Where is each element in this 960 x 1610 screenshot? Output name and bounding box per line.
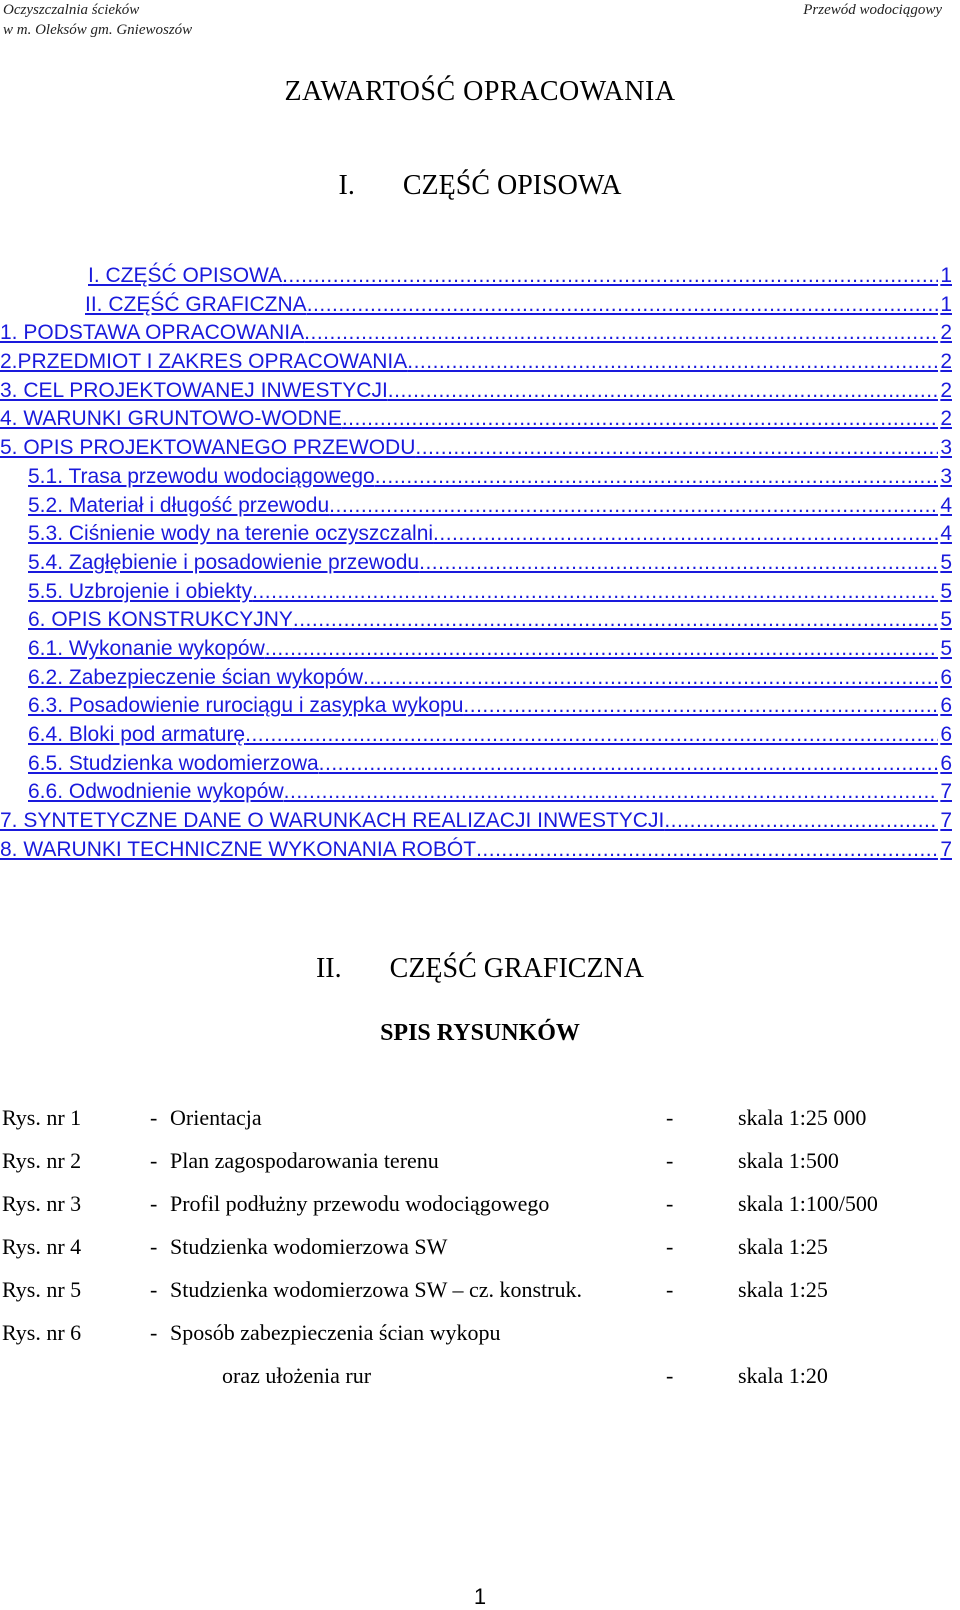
header-project-name: Oczyszczalnia ścieków [3, 2, 140, 18]
toc-leader-dots [476, 836, 938, 865]
toc-link-part-ii[interactable] [0, 291, 952, 320]
toc-entry-text: 4. WARUNKI GRUNTOWO-WODNE [0, 407, 342, 431]
toc-entry-text: I. CZĘŚĆ OPISOWA [88, 264, 283, 287]
separator-dash: - [150, 1234, 158, 1259]
toc-link-6-6[interactable] [0, 778, 952, 807]
toc-entry-text: 5.4. Zagłębienie i posadowienie przewodu [28, 550, 420, 574]
toc-link-6-1[interactable] [0, 635, 952, 664]
toc-link-5-2[interactable] [0, 492, 952, 521]
toc-leader-dots [329, 492, 938, 521]
toc-link-6-3[interactable] [0, 692, 952, 721]
toc-leader-dots [319, 750, 939, 779]
separator-dash: - [150, 1277, 158, 1302]
separator-dash: - [666, 1363, 674, 1388]
drawing-number: Rys. nr 5 [2, 1277, 82, 1302]
section-heading-graphical [0, 953, 960, 985]
separator-dash: - [666, 1105, 674, 1130]
toc-link-3[interactable] [0, 377, 952, 406]
drawing-number: Rys. nr 2 [2, 1148, 82, 1173]
toc-page-number: 3 [940, 436, 952, 460]
drawing-row [0, 1275, 960, 1318]
separator-dash: - [666, 1277, 674, 1302]
toc-leader-dots [284, 778, 939, 807]
toc-leader-dots [415, 434, 938, 463]
toc-link-2[interactable] [0, 348, 952, 377]
drawing-number: Rys. nr 1 [2, 1105, 82, 1130]
toc-entry-text: 6.2. Zabezpieczenie ścian wykopów [28, 665, 364, 689]
toc-entry-text: 8. WARUNKI TECHNICZNE WYKONANIA ROBÓT [0, 837, 477, 861]
toc-leader-dots [252, 578, 938, 607]
toc-entry-text: II. CZĘŚĆ GRAFICZNA [85, 292, 307, 316]
toc-leader-dots [307, 291, 939, 320]
toc-entry-text: 5.3. Ciśnienie wody na terenie oczyszczalni [28, 522, 434, 546]
separator-dash: - [666, 1191, 674, 1216]
drawings-list-heading: SPIS RYSUNKÓW [380, 1020, 580, 1046]
toc-leader-dots [419, 549, 938, 578]
drawing-row [0, 1232, 960, 1275]
toc-leader-dots [407, 348, 938, 377]
toc-leader-dots [664, 807, 938, 836]
drawing-title: Studzienka wodomierzowa SW – cz. konstruk. [170, 1277, 583, 1302]
toc-link-5-1[interactable] [0, 463, 952, 492]
toc-entry-text: 5.2. Materiał i długość przewodu [28, 493, 330, 517]
toc-entry-text: 7. SYNTETYCZNE DANE O WARUNKACH REALIZACJI INWESTYCJI [0, 809, 665, 833]
toc-page-number: 6 [940, 751, 952, 775]
section-number: II. [315, 953, 342, 984]
toc-entry-text: 6.5. Studzienka wodomierzowa [28, 751, 319, 775]
toc-page-number: 2 [940, 321, 952, 345]
toc-entry-text: 6.4. Bloki pod armaturę [28, 723, 246, 746]
drawing-scale: skala 1:100/500 [738, 1191, 878, 1216]
toc-page-number: 4 [940, 493, 952, 517]
toc-link-6-4[interactable] [0, 721, 952, 750]
toc-link-5-4[interactable] [0, 549, 952, 578]
drawing-number: Rys. nr 3 [2, 1191, 82, 1216]
toc-leader-dots [265, 635, 939, 664]
section-title: CZĘŚĆ GRAFICZNA [389, 953, 645, 984]
drawing-row-continuation [0, 1361, 960, 1404]
header-left [3, 0, 192, 40]
drawing-row [0, 1318, 960, 1361]
document-title: ZAWARTOŚĆ OPRACOWANIA [284, 76, 676, 107]
drawing-title: Studzienka wodomierzowa SW [170, 1234, 448, 1259]
toc-page-number: 2 [940, 378, 952, 402]
toc-leader-dots [363, 664, 938, 693]
drawing-row [0, 1103, 960, 1146]
page-number: 1 [473, 1584, 487, 1609]
toc-entry-text: 3. CEL PROJEKTOWANEJ INWESTYCJI [0, 378, 388, 402]
drawing-row [0, 1146, 960, 1189]
section-number: I. [338, 170, 355, 201]
toc-page-number: 5 [940, 636, 952, 660]
header-document-type: Przewód wodociągowy [803, 2, 942, 18]
drawing-scale: skala 1:500 [738, 1148, 839, 1173]
toc-page-number: 1 [940, 264, 952, 287]
separator-dash: - [666, 1234, 674, 1259]
toc-link-7[interactable] [0, 807, 952, 836]
toc-entry-text: 5.1. Trasa przewodu wodociągowego [28, 464, 375, 488]
toc-page-number: 6 [940, 723, 952, 746]
drawing-number: Rys. nr 6 [2, 1320, 82, 1345]
toc-leader-dots [375, 463, 939, 492]
toc-leader-dots [342, 405, 938, 434]
drawing-title-continuation: oraz ułożenia rur [222, 1363, 372, 1388]
separator-dash: - [150, 1320, 158, 1345]
drawing-title: Sposób zabezpieczenia ścian wykopu [170, 1320, 501, 1345]
toc-page-number: 6 [940, 665, 952, 689]
toc-entry-text: 6.1. Wykonanie wykopów [28, 636, 265, 660]
toc-page-number: 5 [940, 608, 952, 632]
toc-entry-text: 5.5. Uzbrojenie i obiekty [28, 579, 253, 603]
toc-entry-text: 6. OPIS KONSTRUKCYJNY [28, 608, 293, 632]
drawing-scale: skala 1:20 [738, 1363, 828, 1388]
section-heading-descriptive [0, 170, 960, 202]
drawing-title: Profil podłużny przewodu wodociągowego [170, 1191, 550, 1216]
toc-page-number: 4 [940, 522, 952, 546]
toc-leader-dots [433, 520, 938, 549]
drawing-scale: skala 1:25 000 [738, 1105, 867, 1130]
section-title: CZĘŚĆ OPISOWA [402, 170, 622, 201]
drawing-scale: skala 1:25 [738, 1234, 828, 1259]
toc-link-6[interactable] [0, 606, 952, 635]
toc-link-4[interactable] [0, 405, 952, 434]
toc-page-number: 6 [940, 694, 952, 718]
toc-entry-text: 5. OPIS PROJEKTOWANEGO PRZEWODU [0, 436, 416, 460]
toc-leader-dots [293, 606, 938, 635]
toc-page-number: 2 [940, 350, 952, 374]
separator-dash: - [150, 1191, 158, 1216]
toc-leader-dots [282, 262, 938, 291]
toc-leader-dots [388, 377, 939, 406]
toc-page-number: 1 [940, 292, 952, 316]
toc-entry-text: 2.PRZEDMIOT I ZAKRES OPRACOWANIA [0, 350, 408, 374]
drawing-title: Plan zagospodarowania terenu [170, 1148, 439, 1173]
toc-link-part-i[interactable] [0, 262, 952, 291]
toc-page-number: 2 [940, 407, 952, 431]
toc-link-8[interactable] [0, 836, 952, 865]
table-of-contents [0, 262, 952, 864]
toc-page-number: 5 [940, 579, 952, 603]
toc-page-number: 7 [940, 837, 952, 861]
toc-entry-text: 1. PODSTAWA OPRACOWANIA [0, 321, 305, 345]
toc-page-number: 3 [940, 464, 952, 488]
toc-link-1[interactable] [0, 319, 952, 348]
toc-link-5-5[interactable] [0, 578, 952, 607]
drawing-number: Rys. nr 4 [2, 1234, 82, 1259]
drawing-title: Orientacja [170, 1105, 262, 1130]
separator-dash: - [150, 1105, 158, 1130]
drawing-scale: skala 1:25 [738, 1277, 828, 1302]
toc-page-number: 7 [940, 780, 952, 804]
toc-link-5-3[interactable] [0, 520, 952, 549]
toc-entry-text: 6.3. Posadowienie rurociągu i zasypka wykopu [28, 694, 464, 718]
toc-leader-dots [463, 692, 938, 721]
toc-page-number: 7 [940, 809, 952, 833]
separator-dash: - [666, 1148, 674, 1173]
toc-link-6-2[interactable] [0, 664, 952, 693]
drawing-row [0, 1189, 960, 1232]
toc-link-5[interactable] [0, 434, 952, 463]
drawings-list [0, 1103, 960, 1404]
toc-entry-text: 6.6. Odwodnienie wykopów [28, 780, 284, 804]
toc-leader-dots [304, 319, 938, 348]
toc-leader-dots [245, 721, 938, 750]
toc-page-number: 5 [940, 550, 952, 574]
toc-link-6-5[interactable] [0, 750, 952, 779]
separator-dash: - [150, 1148, 158, 1173]
header-location: w m. Oleksów gm. Gniewoszów [3, 22, 193, 38]
